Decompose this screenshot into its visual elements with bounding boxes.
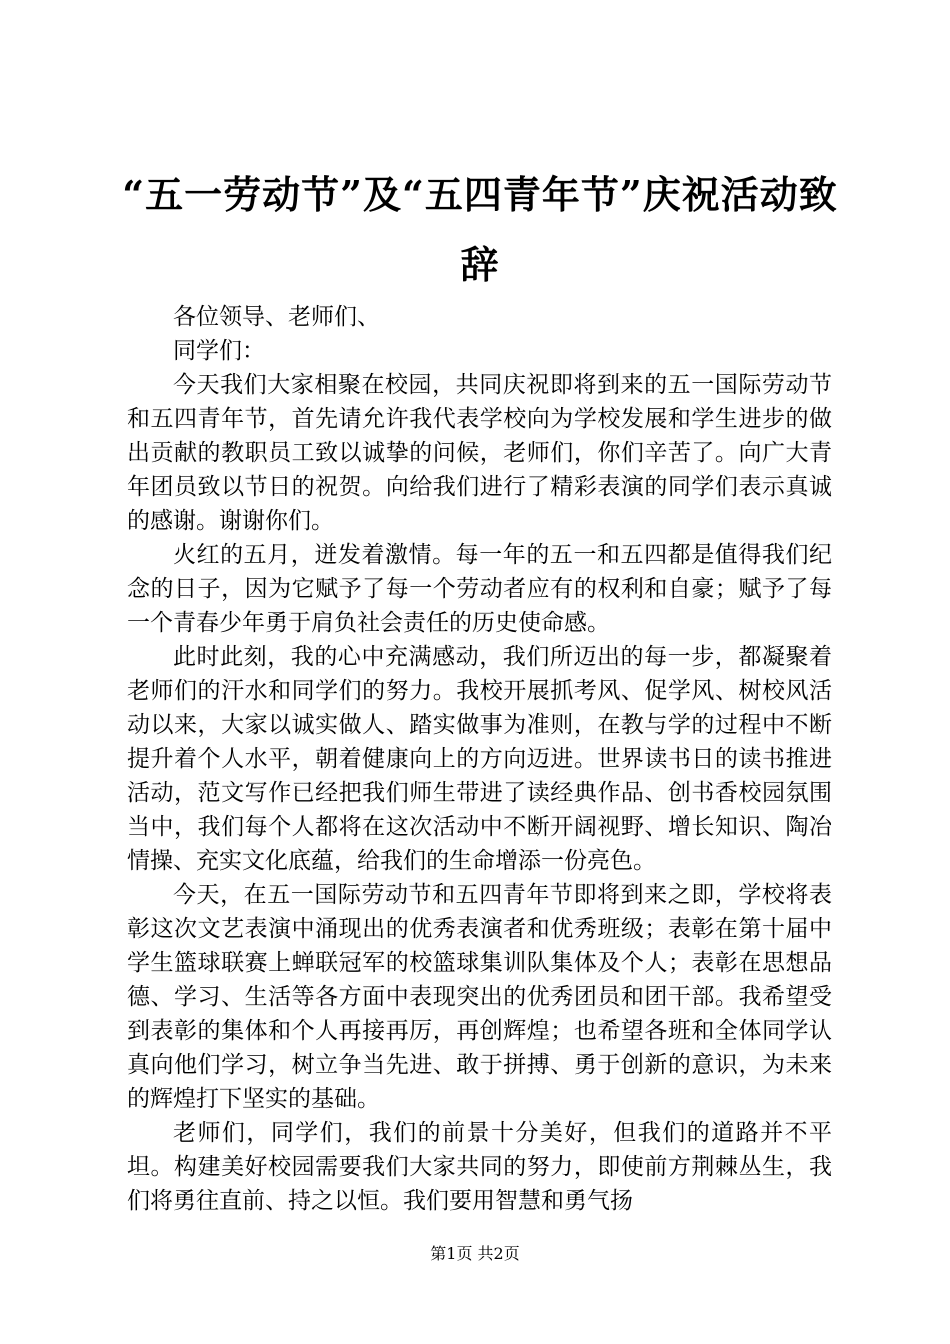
salutation-line: 同学们： xyxy=(173,338,265,364)
body-paragraph: 老师们，同学们，我们的前景十分美好，但我们的道路并不平坦。构建美好校园需要我们大家共同的努力，即使前方荆棘丛生，我们将勇往直前、持之以恒。我们要用智慧和勇气扬 xyxy=(127,1120,832,1214)
page-footer: 第1页 共2页 xyxy=(430,1244,520,1263)
body-paragraph: 此时此刻，我的心中充满感动，我们所迈出的每一步，都凝聚着老师们的汗水和同学们的努力。我校开展抓考风、促学风、树校风活动以来，大家以诚实做人、踏实做事为准则，在教与学的过程中不断提升着个人水平，朝着健康向上的方向迈进。世界读书日的读书推进活动，范文写作已经把我们师生带进了读经典作品、创书香校园氛围当中，我们每个人都将在这次活动中不断开阔视野、增长知识、陶冶情操、充实文化底蕴，给我们的生命增添一份亮色。 xyxy=(127,644,832,874)
body-paragraph: 今天，在五一国际劳动节和五四青年节即将到来之即，学校将表彰这次文艺表演中涌现出的优秀表演者和优秀班级；表彰在第十届中学生篮球联赛上蝉联冠军的校篮球集训队集体及个人；表彰在思想品德、学习、生活等各方面中表现突出的优秀团员和团干部。我希望受到表彰的集体和个人再接再厉，再创辉煌；也希望各班和全体同学认真向他们学习，树立争当先进、敢于拼搏、勇于创新的意识，为未来的辉煌打下坚实的基础。 xyxy=(127,882,832,1112)
body-paragraph: 火红的五月，迸发着激情。每一年的五一和五四都是值得我们纪念的日子，因为它赋予了每一个劳动者应有的权利和自豪；赋予了每一个青春少年勇于肩负社会责任的历史使命感。 xyxy=(127,542,832,636)
document-title: “五一劳动节”及“五四青年节”庆祝活动致辞 xyxy=(122,172,838,287)
salutation-line: 各位领导、老师们、 xyxy=(173,304,380,330)
document-body xyxy=(127,300,832,1218)
body-paragraph: 今天我们大家相聚在校园，共同庆祝即将到来的五一国际劳动节和五四青年节，首先请允许我代表学校向为学校发展和学生进步的做出贡献的教职员工致以诚挚的问候，老师们，你们辛苦了。向广大青年团员致以节日的祝贺。向给我们进行了精彩表演的同学们表示真诚的感谢。谢谢你们。 xyxy=(127,372,832,534)
